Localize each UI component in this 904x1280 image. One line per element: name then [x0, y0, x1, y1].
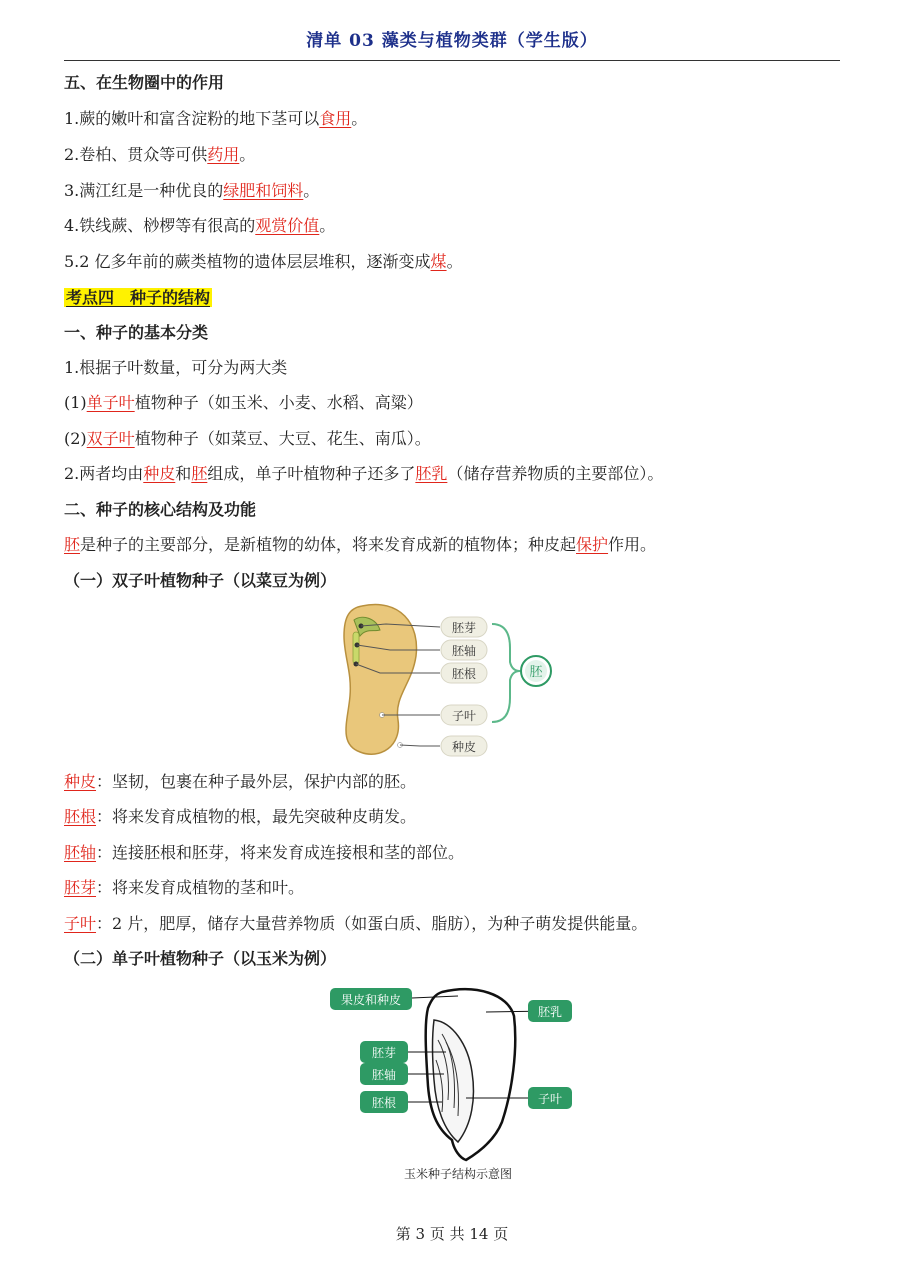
- header-divider: [64, 60, 840, 61]
- bean-label-radicle: 胚根: [451, 667, 477, 681]
- s5-line-3: 3.满江红是一种优良的绿肥和饲料。: [64, 181, 320, 200]
- answer-protect: 保护: [576, 535, 609, 554]
- def-hypocotyl: 胚轴：连接胚根和胚芽，将来发育成连接根和茎的部位。: [64, 843, 465, 862]
- embryo-group-label: 胚: [529, 665, 543, 680]
- subsection-monocot-heading: （二）单子叶植物种子（以玉米为例）: [64, 949, 337, 968]
- kaodian-4-title: 考点四 种子的结构: [66, 288, 211, 307]
- section-2-heading: 二、种子的核心结构及功能: [64, 500, 257, 519]
- s1-line-1: 1.根据子叶数量，可分为两大类: [64, 358, 288, 377]
- bean-outline: [344, 605, 417, 755]
- s1-line-2: (1)单子叶植物种子（如玉米、小麦、水稻、高粱）: [64, 393, 423, 412]
- section-1-heading: 一、种子的基本分类: [64, 323, 209, 342]
- def-seed-coat: 种皮：坚韧，包裹在种子最外层，保护内部的胚。: [64, 772, 417, 791]
- bean-label-plumule: 胚芽: [451, 621, 477, 635]
- s5-line-5: 5.2 亿多年前的蕨类植物的遗体层层堆积，逐渐变成煤。: [64, 252, 463, 271]
- answer-coal: 煤: [430, 252, 447, 271]
- answer-dicot: 双子叶: [86, 429, 135, 448]
- s1-line-4: 2.两者均由种皮和胚组成，单子叶植物种子还多了胚乳（储存营养物质的主要部位）。: [64, 464, 664, 483]
- s2-line-1: 胚是种子的主要部分，是新植物的幼体，将来发育成新的植物体；种皮起保护作用。: [64, 535, 657, 554]
- section-5-heading: 五、在生物圈中的作用: [64, 73, 225, 92]
- page-footer: 第 3 页 共 14 页: [395, 1225, 509, 1243]
- bean-label-coat: 种皮: [451, 740, 477, 754]
- bean-axis: [353, 632, 359, 664]
- s5-line-1: 1.蕨的嫩叶和富含淀粉的地下茎可以食用。: [64, 109, 368, 128]
- answer-ornamental: 观赏价值: [255, 216, 320, 235]
- corn-label-radicle: 胚根: [371, 1096, 397, 1110]
- def-radicle: 胚根：将来发育成植物的根，最先突破种皮萌发。: [64, 807, 417, 826]
- subsection-dicot-heading: （一）双子叶植物种子（以菜豆为例）: [64, 571, 337, 590]
- answer-embryo-main: 胚: [64, 535, 81, 554]
- bean-leader-coat: [400, 745, 440, 746]
- bean-label-hypocotyl: 胚轴: [451, 644, 477, 658]
- answer-endosperm: 胚乳: [415, 464, 448, 483]
- def-cotyledon: 子叶：2 片，肥厚，储存大量营养物质（如蛋白质、脂肪），为种子萌发提供能量。: [64, 914, 648, 933]
- corn-label-hypocotyl: 胚轴: [371, 1068, 397, 1082]
- answer-embryo: 胚: [191, 464, 208, 483]
- bean-label-cotyledon: 子叶: [451, 709, 477, 723]
- page-header-title: 清单 03 藻类与植物类群（学生版）: [306, 31, 598, 51]
- corn-label-plumule: 胚芽: [371, 1046, 397, 1060]
- def-plumule: 胚芽：将来发育成植物的茎和叶。: [64, 878, 305, 897]
- embryo-bracket: [492, 624, 520, 722]
- corn-label-endosperm: 胚乳: [537, 1005, 563, 1019]
- corn-label-cotyledon: 子叶: [537, 1092, 563, 1106]
- answer-monocot: 单子叶: [86, 393, 135, 412]
- corn-seed-diagram: [326, 980, 582, 1190]
- bean-seed-diagram: [320, 600, 570, 760]
- corn-label-pericarp: 果皮和种皮: [340, 993, 402, 1007]
- answer-fertilizer: 绿肥和饲料: [223, 181, 304, 200]
- corn-caption: 玉米种子结构示意图: [403, 1167, 513, 1181]
- answer-edible: 食用: [319, 109, 352, 128]
- s5-line-4: 4.铁线蕨、桫椤等有很高的观赏价值。: [64, 216, 336, 235]
- s5-line-2: 2.卷柏、贯众等可供药用。: [64, 145, 256, 164]
- answer-medicinal: 药用: [207, 145, 240, 164]
- answer-seed-coat: 种皮: [143, 464, 176, 483]
- s1-line-3: (2)双子叶植物种子（如菜豆、大豆、花生、南瓜）。: [64, 429, 431, 448]
